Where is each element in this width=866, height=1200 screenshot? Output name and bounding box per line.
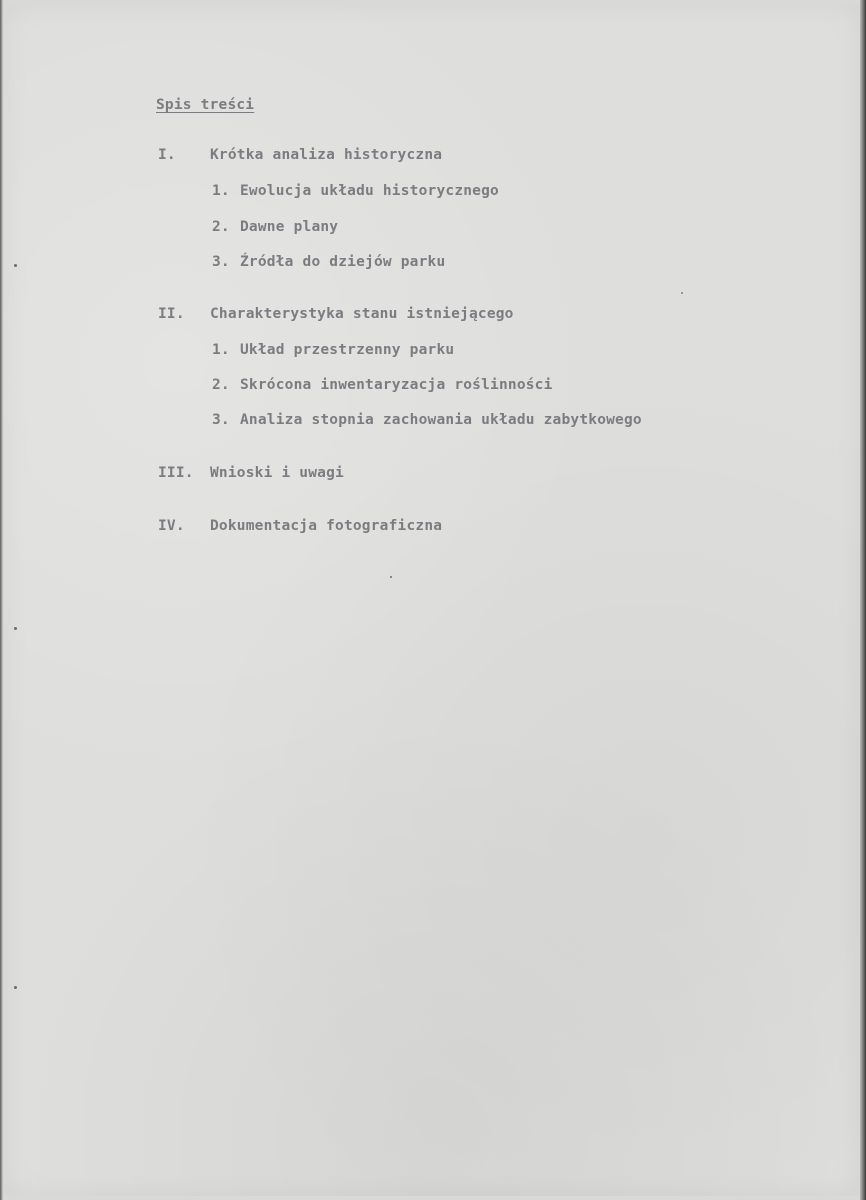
toc-item-number: 2.	[212, 377, 230, 393]
toc-section-2	[158, 306, 514, 322]
toc-item-label: Układ przestrzenny parku	[240, 342, 455, 358]
toc-item-number: 3.	[212, 254, 230, 270]
toc-item-2-2	[212, 377, 553, 393]
toc-section-label: Wnioski i uwagi	[210, 465, 344, 481]
toc-item-label: Analiza stopnia zachowania układu zabytkowego	[240, 412, 642, 428]
toc-item-number: 2.	[212, 219, 230, 235]
toc-item-number: 1.	[212, 342, 230, 358]
toc-section-number: I.	[158, 147, 176, 163]
toc-item-1-2	[212, 219, 338, 235]
toc-item-1-1	[212, 183, 499, 199]
toc-item-label: Ewolucja układu historycznego	[240, 183, 499, 199]
toc-item-number: 3.	[212, 412, 230, 428]
toc-item-label: Dawne plany	[240, 219, 339, 235]
toc-section-number: IV.	[158, 518, 185, 534]
toc-item-label: Źródła do dziejów parku	[240, 254, 446, 270]
toc-section-label: Krótka analiza historyczna	[210, 147, 443, 163]
toc-item-2-3	[212, 412, 642, 428]
toc-section-number: II.	[158, 306, 185, 322]
toc-section-1	[158, 147, 442, 163]
toc-item-2-1	[212, 342, 454, 358]
toc-section-number: III.	[158, 465, 194, 481]
toc-section-4	[158, 518, 442, 534]
toc-section-label: Dokumentacja fotograficzna	[210, 518, 443, 534]
toc-title: Spis treści	[156, 97, 255, 113]
toc-item-label: Skrócona inwentaryzacja roślinności	[240, 377, 553, 393]
toc-section-3	[158, 465, 344, 481]
toc-item-number: 1.	[212, 183, 230, 199]
toc-section-label: Charakterystyka stanu istniejącego	[210, 306, 514, 322]
toc-item-1-3	[212, 254, 445, 270]
